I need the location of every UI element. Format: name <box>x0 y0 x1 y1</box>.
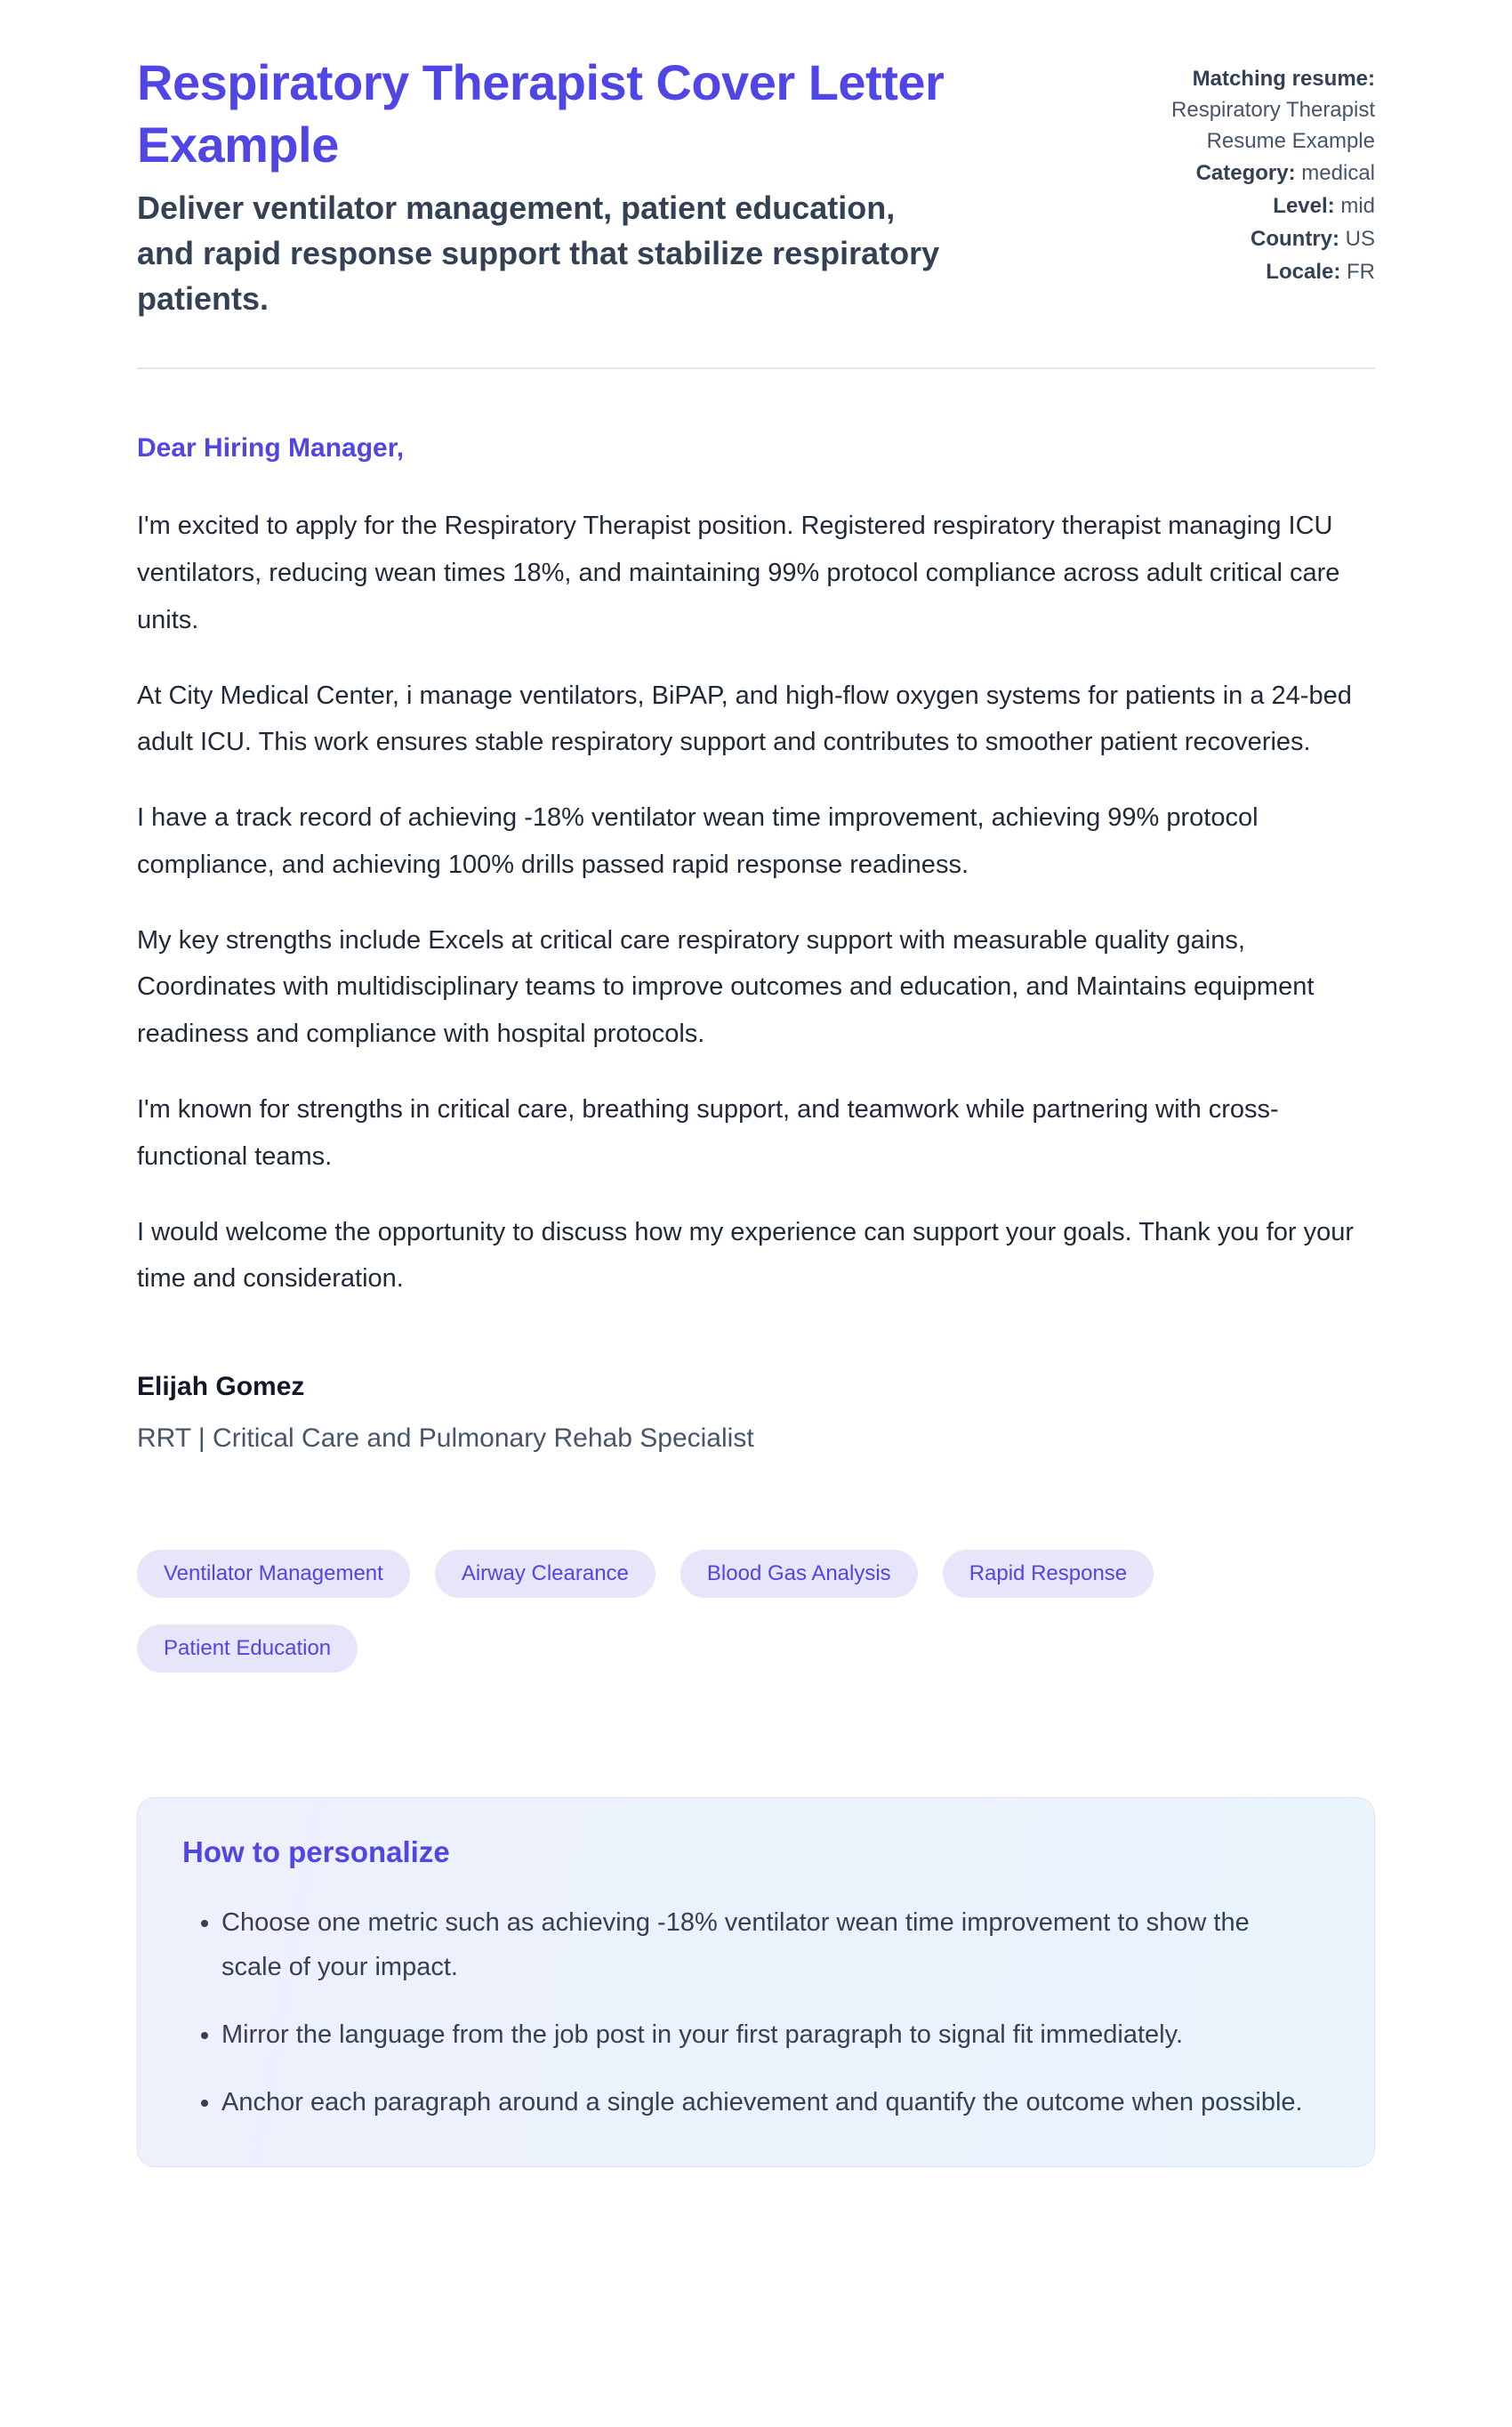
letter-paragraph: At City Medical Center, i manage ventilators, BiPAP, and high-flow oxygen systems for patients in a 24-bed adult ICU. This work ensures stable respiratory support and contributes to smoother patient recoveries. <box>137 681 1352 757</box>
personalize-tip: • Choose one metric such as achieving -18% ventilator wean time improvement to show the scale of your impact. <box>221 1901 1307 1990</box>
skill-tag-pill: Airway Clearance <box>435 1550 655 1598</box>
meta-label: Matching resume: <box>1192 67 1375 91</box>
letter-paragraph: I have a track record of achieving -18% ventilator wean time improvement, achieving 99% protocol compliance, and achieving 100% drills passed rapid response readiness. <box>137 803 1259 879</box>
meta-matching-resume <box>1098 64 1375 157</box>
cover-letter-page <box>137 0 1375 2254</box>
meta-label: Country: <box>1251 226 1339 251</box>
bottom-spacer <box>137 2167 1375 2254</box>
meta-value: Respiratory Therapist Resume Example <box>1171 97 1375 153</box>
meta-value: US <box>1345 226 1375 251</box>
letter-paragraph: I'm known for strengths in critical care, breathing support, and teamwork while partnering with cross-functional teams. <box>137 1094 1279 1171</box>
skill-tag-list <box>137 1550 1204 1673</box>
skill-tag-pill: Blood Gas Analysis <box>680 1550 918 1598</box>
header-text <box>137 52 991 321</box>
letter-greeting: Dear Hiring Manager, <box>137 433 405 464</box>
letter-paragraph: I would welcome the opportunity to discuss how my experience can support your goals. Thank you for your time and consideration. <box>137 1217 1355 1294</box>
meta-value: medical <box>1301 161 1375 186</box>
header-divider <box>137 367 1375 369</box>
page-subtitle: Deliver ventilator management, patient education, and rapid response support that stabilize respiratory patients. <box>137 189 940 318</box>
meta-value: FR <box>1347 259 1375 284</box>
personalize-tip: • Mirror the language from the job post in your first paragraph to signal fit immediately. <box>221 2013 1307 2058</box>
signature-title: RRT | Critical Care and Pulmonary Rehab Specialist <box>137 1423 754 1454</box>
meta-category <box>1098 158 1375 189</box>
letter-paragraph: My key strengths include Excels at critical care respiratory support with measurable quality gains, Coordinates with multidisciplinary teams to improve outcomes and education, and Maintains equipment readiness and compliance with hospital protocols. <box>137 925 1315 1049</box>
meta-level <box>1098 191 1375 222</box>
meta-country <box>1098 224 1375 255</box>
page-title: Respiratory Therapist Cover Letter Example <box>137 54 945 173</box>
header <box>137 52 1375 321</box>
meta-label: Category: <box>1195 161 1296 186</box>
letter-body <box>137 433 1375 1454</box>
meta-panel <box>1098 52 1375 290</box>
personalize-tip: • Anchor each paragraph around a single achievement and quantify the outcome when possible. <box>221 2081 1307 2125</box>
meta-label: Locale: <box>1266 259 1341 284</box>
personalize-heading: How to personalize <box>182 1835 450 1869</box>
meta-label: Level: <box>1273 194 1335 219</box>
letter-paragraph: I'm excited to apply for the Respiratory Therapist position. Registered respiratory therapist managing ICU ventilators, reducing wean times 18%, and maintaining 99% protocol compliance across adult critical care units. <box>137 512 1340 634</box>
skill-tag-pill: Patient Education <box>137 1625 358 1673</box>
meta-locale <box>1098 257 1375 288</box>
signature-name: Elijah Gomez <box>137 1372 305 1402</box>
personalize-tip-list <box>182 1901 1330 2125</box>
skill-tag-pill: Rapid Response <box>943 1550 1154 1598</box>
skill-tag-pill: Ventilator Management <box>137 1550 410 1598</box>
meta-value: mid <box>1340 194 1375 219</box>
personalize-tips-box <box>137 1797 1375 2167</box>
